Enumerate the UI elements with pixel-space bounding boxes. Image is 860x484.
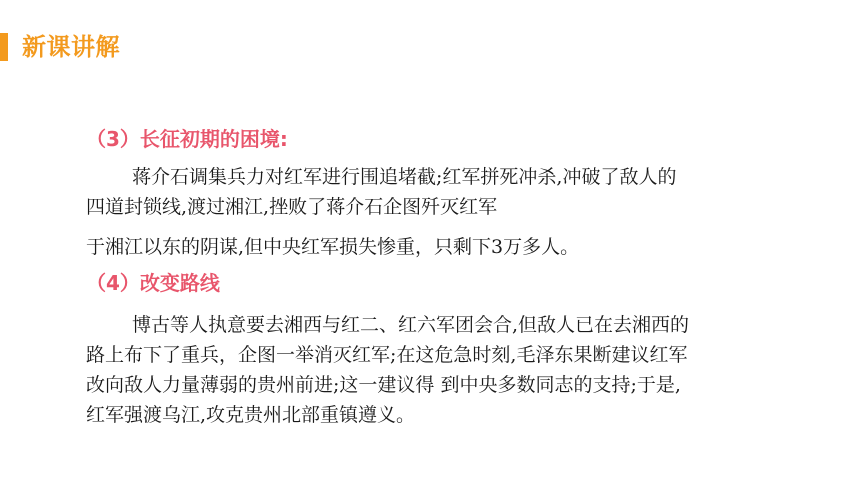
subheading-4: （4）改变路线 xyxy=(86,271,220,295)
paragraph-4-line-4: 红军强渡乌江,攻克贵州北部重镇遵义。 xyxy=(86,404,416,426)
page-title: 新课讲解 xyxy=(22,33,120,61)
paragraph-3-line-1: 蒋介石调集兵力对红军进行围追堵截;红军拼死冲杀,冲破了敌人的 xyxy=(132,166,677,188)
paragraph-3-line-2: 四道封锁线,渡过湘江,挫败了蒋介石企图歼灭红军 xyxy=(86,196,498,218)
paragraph-4-line-3: 改向敌人力量薄弱的贵州前进;这一建议得 到中央多数同志的支持;于是, xyxy=(86,374,681,396)
paragraph-4-line-2: 路上布下了重兵，企图一举消灭红军;在这危急时刻,毛泽东果断建议红军 xyxy=(86,344,688,366)
subheading-3: （3）长征初期的困境: xyxy=(86,127,288,151)
paragraph-4-line-1: 博古等人执意要去湘西与红二、红六军团会合,但敌人已在去湘西的 xyxy=(132,314,690,336)
paragraph-3-line-3: 于湘江以东的阴谋,但中央红军损失惨重，只剩下3万多人。 xyxy=(86,236,580,258)
section-accent-bar xyxy=(0,33,8,61)
